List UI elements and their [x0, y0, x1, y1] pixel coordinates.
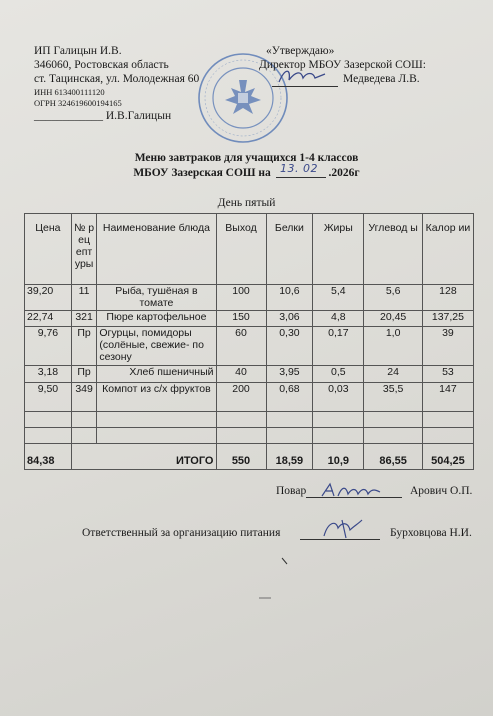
cell-carbs: 5,6: [364, 285, 423, 311]
org-address: 346060, Ростовская область: [34, 59, 169, 71]
approve-label: «Утверждаю»: [266, 45, 335, 57]
cell-name: Компот из с/х фруктов: [97, 383, 216, 412]
cell-recipe: Пр: [71, 327, 97, 366]
header-calories: Калор ии: [422, 214, 473, 285]
header-output: Выход: [216, 214, 266, 285]
menu-subtitle: [0, 167, 493, 179]
cell-name: Рыба, тушёная в томате: [97, 285, 216, 311]
pen-mark: [280, 556, 290, 566]
org-signature-line: ____________ И.В.Галицын: [34, 110, 172, 122]
header-fats: Жиры: [313, 214, 364, 285]
cell-calories: 147: [422, 383, 473, 412]
director-title: Директор МБОУ Зазерской СОШ:: [259, 59, 426, 71]
total-price: 84,38: [25, 444, 72, 470]
cell-output: 200: [216, 383, 266, 412]
cell-fats: 0,03: [313, 383, 364, 412]
table-row: [25, 383, 474, 412]
responsible-label: Ответственный за организацию питания: [82, 527, 281, 539]
cell-output: 60: [216, 327, 266, 366]
header-name: Наименование блюда: [97, 214, 216, 285]
cell-price: 39,20: [25, 285, 72, 311]
total-carbs: 86,55: [364, 444, 423, 470]
menu-title: Меню завтраков для учащихся 1-4 классов: [134, 152, 359, 164]
cell-name: Пюре картофельное: [97, 311, 216, 327]
org-inn: ИНН 613400111120: [34, 87, 105, 97]
org-ogrn: ОГРН 324619600194165: [34, 98, 122, 108]
total-label: ИТОГО: [71, 444, 216, 470]
org-name: ИП Галицын И.В.: [34, 45, 122, 57]
cell-carbs: 35,5: [364, 383, 423, 412]
cell-calories: 137,25: [422, 311, 473, 327]
responsible-signature: [318, 516, 368, 542]
cell-fats: 0,17: [313, 327, 364, 366]
table-row: [25, 366, 474, 383]
cell-name: Хлеб пшеничный: [97, 366, 216, 383]
table-row: [25, 285, 474, 311]
table-row: [25, 311, 474, 327]
director-signature: [275, 64, 333, 88]
menu-table: [24, 213, 474, 470]
cell-proteins: 0,30: [266, 327, 313, 366]
cell-price: 9,76: [25, 327, 72, 366]
date-field: [276, 163, 326, 178]
cell-output: 100: [216, 285, 266, 311]
pen-mark: [258, 596, 272, 600]
cell-carbs: 24: [364, 366, 423, 383]
responsible-name: Бурховцова Н.И.: [390, 527, 472, 539]
total-calories: 504,25: [422, 444, 473, 470]
cell-name: Огурцы, помидоры (солёные, свежие- по сезону: [97, 327, 216, 366]
table-header-row: [25, 214, 474, 285]
cell-proteins: 10,6: [266, 285, 313, 311]
cell-calories: 53: [422, 366, 473, 383]
table-row: [25, 327, 474, 366]
cell-calories: 39: [422, 327, 473, 366]
header-proteins: Белки: [266, 214, 313, 285]
cell-recipe: 11: [71, 285, 97, 311]
cook-label: Повар: [276, 485, 307, 497]
org-street: ст. Тацинская, ул. Молодежная 60: [34, 73, 200, 85]
cell-carbs: 1,0: [364, 327, 423, 366]
subtitle-prefix: МБОУ Зазерская СОШ на: [133, 167, 271, 179]
header-recipe: № рец епт уры: [71, 214, 97, 285]
cell-recipe: 349: [71, 383, 97, 412]
table-row-empty: [25, 412, 474, 428]
cell-output: 150: [216, 311, 266, 327]
subtitle-suffix: .2026г: [328, 167, 360, 179]
cell-fats: 4,8: [313, 311, 364, 327]
cell-output: 40: [216, 366, 266, 383]
cook-name: Арович О.П.: [410, 485, 473, 497]
director-name: Медведева Л.В.: [343, 73, 420, 85]
cell-price: 9,50: [25, 383, 72, 412]
cell-fats: 0,5: [313, 366, 364, 383]
cell-fats: 5,4: [313, 285, 364, 311]
header-carbs: Углевод ы: [364, 214, 423, 285]
table-row-empty: [25, 428, 474, 444]
cell-proteins: 3,06: [266, 311, 313, 327]
cell-carbs: 20,45: [364, 311, 423, 327]
cell-proteins: 0,68: [266, 383, 313, 412]
day-label: День пятый: [217, 197, 276, 209]
cell-proteins: 3,95: [266, 366, 313, 383]
cell-calories: 128: [422, 285, 473, 311]
total-output: 550: [216, 444, 266, 470]
table-total-row: [25, 444, 474, 470]
total-proteins: 18,59: [266, 444, 313, 470]
header-price: Цена: [25, 214, 72, 285]
cell-recipe: 321: [71, 311, 97, 327]
date-handwritten: 13. 02: [280, 162, 318, 175]
cook-signature: [318, 480, 388, 500]
cell-price: 3,18: [25, 366, 72, 383]
cell-recipe: Пр: [71, 366, 97, 383]
total-fats: 10,9: [313, 444, 364, 470]
cell-price: 22,74: [25, 311, 72, 327]
